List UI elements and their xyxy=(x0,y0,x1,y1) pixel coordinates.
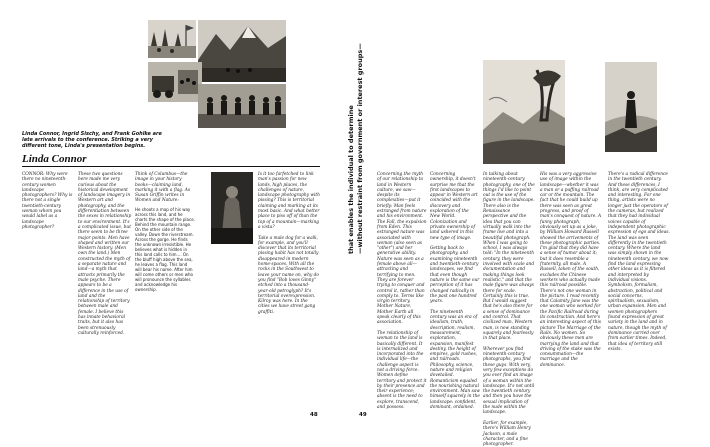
photo-dark-figure xyxy=(211,172,253,244)
pull-quote-line-1: that enables the individual to determine xyxy=(347,105,355,254)
photo-group-of-men xyxy=(198,84,286,128)
photo-engraving-tree-landscape xyxy=(483,60,565,164)
speaker-name: Linda Connor xyxy=(22,153,87,165)
column-9-text: There's a radical difference in the twentieth century. And these differences, I think, are very complicated and interesting. For one thing, artists were no longer just the operators of the cameras, but realized that they had individual voices capable of independent photographic expression of ego and ideas. The land was seen differently in the twentieth century. Where the land was simply shown in the nineteenth century, we now find the land expressing other ideas as it is filtered and interpreted by individual visions. Symbolism, formalism, abstraction, political and social concerns, spiritualism, sexualism, urban expansion. Men and women photographers found expression of great variety in the land and in nature, though the myth of dominance carried over from earlier times. Indeed, that idea of territory still exists. xyxy=(608,172,670,352)
pull-quote-line-2: —without restraint from government or interest groups— xyxy=(356,43,364,254)
column-6 xyxy=(430,172,480,410)
column-4-text: Is it too farfetched to link man's passion for new lands, high places, the challenges of nature, landscape photography with pissing? This is territorial claiming and marking at its most basic. And what better place to piss off of than the top of a mountain—marking a vista? Take a male dog for a walk, for example, and you'll discover that its territorial pissing habit has not totally disappeared in modern home-spaces. With all the rocks in the Southwest to leave your name on, why do you find "Bob loves Ginny" etched into a thousand-year-old petroglyph? It's territorial overexpression. Kilroy was here. In the cities we have street gang graffiti. xyxy=(258,172,320,315)
column-8-text: His was a very aggressive use of image within the landscape—whether it was a man or a puffing railroad car or the mountain. The fact that he could build up there was seen as great progress, and proof of man's conquest of nature. A funny photograph, obviously set up as a joke, by William Howard Russell showed the arrivements of these photographic parties. I'm glad that they did have a sense of humor about it; but it does resemble a fraternity, all male. A Russell, taken of the south, excludes the Chinese workers who actually made this railroad possible. There's not one woman in the picture. I read recently that Calamity Jane was the one woman who worked for the Pacific Railroad during its construction. And here's an interesting aspect of this picture The Marriage of the Rails. No women. So obviously these men are marrying the land and that driving of the stake was the consummation—the marriage and the dominance. xyxy=(540,172,602,368)
column-3 xyxy=(135,172,195,410)
column-5 xyxy=(377,172,427,410)
photo-figure-on-summit xyxy=(605,62,657,152)
column-7 xyxy=(483,172,535,447)
column-7-text: In talking about nineteenth-century photography, one of the things I'd like to point out is the use of the figure in the landscape. There also is the Renaissance perspective and the idea that you can virtually walk into the frame live and into a beautiful photograph. When I was going to school, I was always told: "In the nineteenth century, they were involved with scale and documentation and making things look realistic," and that the male figure was always there for scale. Certainly this is true. But I would suggest that he's also there for a sense of dominance and control. That civilized man, Western man, is now standing squarely and fearlessly in that place. Wherever you find nineteenth-century photographs, you find these guys. With very, very few exceptions do you ever find an image of a woman within the landscape. It's not until the twentieth century and then you have the sexual implication of the nude within the landscape. Earlier, for example, there's William Henry Jackson, a male character, and a fine photographer. xyxy=(483,172,535,447)
column-6-text: Concerning ownership, it doesn't surprise me that the first landscapes to appear in Western art coincided with the discovery and exploration of the New World. Colonization and private ownership of land ushered in this new type of image. Getting back to photography, and examining nineteenth and twentieth-century landscapes, we find that even though nature is the same our perception of it has changed radically in the past one hundred years. The nineteenth century was an era of idealism, truth, description, realism, measurement, exploration, expansion, manifest destiny, the height of empires, gold rushes, and railroads. Philosophy, science, nature and religion dovetailed. Romanticism equaled the nourishing natural environment. Man saw himself squarely in the landscape: confident, dominant, ordained. xyxy=(430,172,480,411)
column-9 xyxy=(608,172,670,410)
photo-railroad-crowd xyxy=(148,62,202,102)
column-1-text: CONNOR: Why were there no nineteenth-century women landscape photographers? Why is there not a single twentieth-century woman whom you would label as a landscape photographer? xyxy=(22,172,73,230)
right-page xyxy=(347,0,710,447)
column-1 xyxy=(22,172,75,242)
photo-caption: Linda Connor, Ingrid Sischy, and Frank Gohlke are late arrivals to the conference. Striking a very different tone, Linda's presentation begins. xyxy=(22,131,162,149)
header-rule xyxy=(22,166,320,167)
column-3-intro: Think of Columbus—the image in your history books—claiming land, marking it with a flag. As Susan Griffin writes in Women and Nature: xyxy=(135,172,191,204)
page-number-left: 48 xyxy=(310,412,318,418)
column-2-text: These two questions here made me very curious about the historical development of landscape imagery in Western art and photography, and the differentiation between the sexes in relationship to our environment. It's a complicated issue, but there seem to be three major points. Men have shaped and written our Western history. (Men own the land.) Men constructed the myth of a separate nature and land—a myth that attracts primarily the male psyche. There appears to be a difference in the use of land and the relationship of territory between male and female. I believe this has innate behavioral traits, but it also has been strenuously culturally reinforced. xyxy=(78,172,132,336)
photo-mountain-landscape xyxy=(198,20,286,82)
column-5-text: Concerning the myth of our relationship to land in Western culture, we saw—despite its complexities—put it briefly: Man feels estranged from nature and his environment. The Fall, the expulsion from Eden. This estranged nature was associated with woman (also seen as "other") and her generative ability. Nature was seen as a female above all—attracting and terrifying to men. They are forever trying to conquer and control it, rather than comply to. Terms like virgin territory, Mother Nature, Mother Earth all speak clearly of this association. The relationship of woman to the land is basically different. It is internalized and incorporated into the individual life—the challenge aspect is not a driving force. Women define territory and protect it by their presence and their experience; absent is the need to explore, transcend, and possess. xyxy=(377,172,427,411)
photo-columbus-landing xyxy=(148,20,196,58)
column-8 xyxy=(540,172,602,410)
page-number-right: 49 xyxy=(359,412,367,418)
column-2 xyxy=(78,172,132,410)
column-3-quote: He shoots a map of his way across this land, and he charts the shape of the place. Behind the mountain range. On the other side of the valley. Down the riverstream. Across the gorge. He finds the unknown irresistible. He believes what is hidden in this land calls to him.... On the bluff high above the sea, he leaves a flag. This land will bear his name. After him will come others or men who will pronounce the syllables and acknowledge his ownership. xyxy=(135,206,195,292)
left-page xyxy=(0,0,355,420)
column-4 xyxy=(258,172,320,410)
